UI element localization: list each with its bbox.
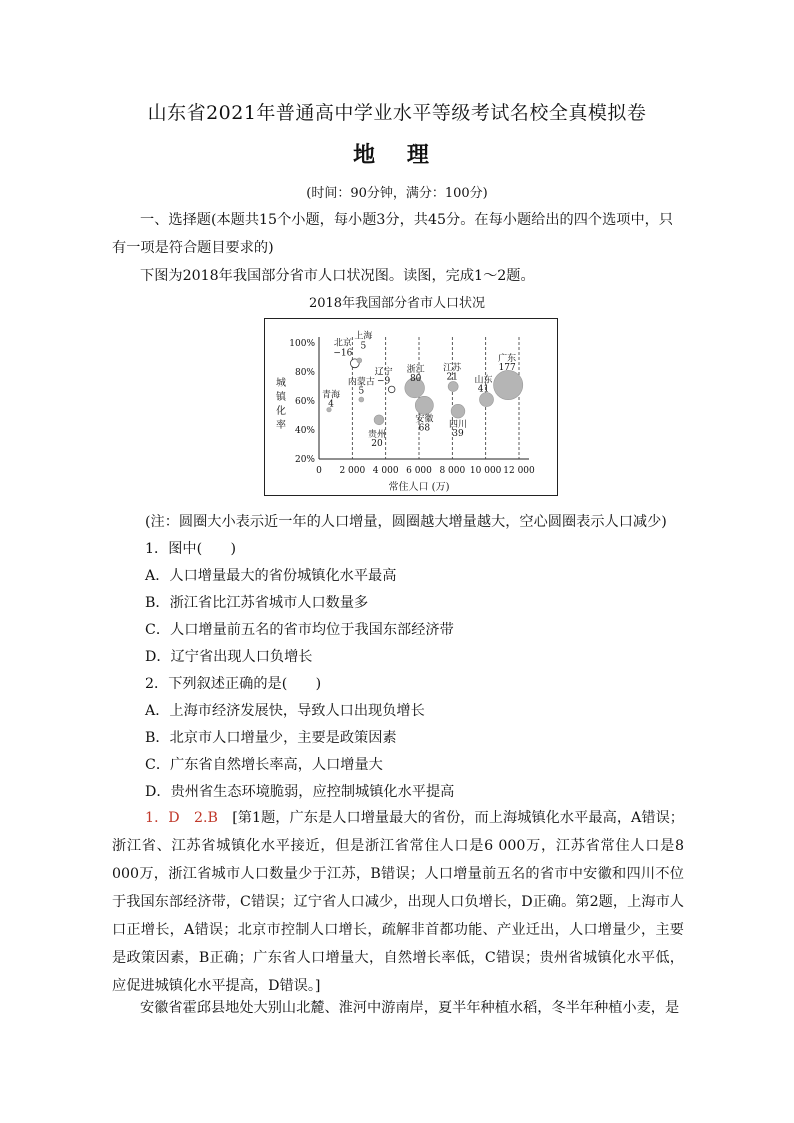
y-axis-label-char: 城: [276, 378, 286, 389]
y-tick-label: 100%: [289, 339, 315, 349]
question-intro: 下图为2018年我国部分省市人口状况图。读图，完成1～2题。: [140, 268, 535, 284]
bubble-label-value: 41: [477, 384, 490, 395]
next-paragraph: 安徽省霍邱县地处大别山北麓、淮河中游南岸，夏半年种植水稻，冬半年种植小麦，是: [140, 1000, 680, 1016]
bubble-label-value: 5: [360, 341, 367, 352]
question-1-option-d: D．辽宁省出现人口负增长: [145, 649, 313, 665]
section-instructions: 一、选择题(本题共15个小题，每小题3分，共45分。在每小题给出的四个选项中，只有一项是符合题目要求的): [112, 212, 674, 256]
bubble-label-value: 21: [446, 372, 458, 383]
bubble-label-value: 5: [358, 386, 365, 397]
bubble-山东: [479, 393, 493, 407]
bubble-label-name: 青海: [321, 390, 341, 401]
population-chart: [264, 318, 558, 496]
subject-title: 地 理: [353, 142, 441, 168]
question-1-option-a: A．人口增量最大的省份城镇化水平最高: [145, 568, 397, 584]
bubble-label-value: 4: [328, 399, 334, 410]
bubble-广东: [494, 370, 523, 399]
bubble-贵州: [374, 415, 384, 425]
y-axis-label-char: 率: [276, 420, 286, 431]
y-tick-label: 20%: [294, 455, 315, 465]
x-tick-label: 10 000: [469, 466, 502, 476]
bubble-label-value: −16: [333, 348, 353, 359]
answer-explanation: [第1题，广东是人口增量最大的省份，而上海城镇化水平最高，A错误；浙江省、江苏省城镇化水平接近，但是浙江省常住人口是6 000万，江苏省常住人口是8 000万，浙江省城市人口数量少于江苏，B错误；人口增量前五名的省市中安徽和四川不位于我国东部经济带，C错误；辽宁省人口减少，出现人口负增长，D正确。第2题，上海市人口正增长，A错误；北京市控制人口增长，疏解非首都功能、产业迁出，人口增量少，主要是政策因素，B正确；广东省人口增量大，自然增长率低，C错误；贵州省城镇化水平低，应促进城镇化水平提高，D错误。]: [112, 810, 684, 994]
y-axis-label-char: 镇: [276, 392, 286, 403]
bubble-四川: [451, 404, 465, 418]
bubble-label-name: 江苏: [443, 363, 462, 374]
bubble-label-name: 贵州: [367, 429, 387, 440]
x-tick-label: 4 000: [372, 466, 399, 476]
question-1-stem: 1．图中( ): [145, 541, 237, 557]
bubble-辽宁: [388, 386, 395, 393]
x-axis-label: 常住人口 (万): [388, 482, 450, 493]
bubble-江苏: [448, 381, 458, 391]
bubble-label-name: 浙江: [406, 364, 425, 375]
x-tick-label: 2 000: [339, 466, 366, 476]
x-tick-label: 0: [316, 466, 322, 476]
bubble-label-value: 177: [498, 363, 516, 374]
y-tick-label: 60%: [294, 397, 315, 407]
y-axis-label-char: 化: [276, 406, 286, 417]
bubble-label-value: 68: [418, 423, 431, 434]
bubble-label-value: −9: [377, 376, 391, 387]
question-2-stem: 2．下列叙述正确的是( ): [145, 676, 322, 692]
x-tick-label: 6 000: [406, 466, 432, 476]
question-1-option-c: C．人口增量前五名的省市均位于我国东部经济带: [145, 622, 454, 638]
y-tick-label: 80%: [294, 368, 315, 378]
answer-key: 1．D 2.B: [145, 810, 218, 826]
question-2-option-b: B．北京市人口增量少，主要是政策因素: [145, 730, 397, 746]
time-info: (时间：90分钟，满分：100分): [306, 186, 488, 201]
bubble-label-value: 20: [371, 438, 383, 449]
bubble-label-name: 上海: [354, 331, 373, 342]
bubble-label-name: 安徽: [415, 414, 434, 425]
bubble-label-name: 广东: [498, 354, 517, 365]
question-2-option-d: D．贵州省生态环境脆弱，应控制城镇化水平提高: [145, 784, 455, 800]
y-tick-label: 40%: [294, 426, 315, 436]
bubble-label-value: 39: [452, 429, 464, 440]
bubble-上海: [357, 358, 362, 363]
bubble-label-value: 80: [409, 373, 422, 384]
bubble-label-name: 四川: [448, 420, 468, 431]
bubble-内蒙古: [359, 397, 364, 402]
bubble-label-name: 山东: [474, 375, 493, 386]
x-tick-label: 8 000: [439, 466, 466, 476]
bubble-label-name: 内蒙古: [347, 377, 375, 388]
x-tick-label: 12 000: [503, 466, 535, 476]
bubble-label-name: 辽宁: [374, 367, 393, 378]
chart-note: (注：圆圈大小表示近一年的人口增量，圆圈越大增量越大，空心圆圈表示人口减少): [145, 514, 667, 530]
bubble-label-name: 北京: [333, 338, 352, 349]
question-2-option-c: C．广东省自然增长率高，人口增量大: [145, 757, 383, 773]
bubble-安徽: [415, 396, 433, 414]
question-1-option-b: B．浙江省比江苏省城市人口数量多: [145, 595, 369, 611]
answer-block: [112, 804, 684, 1000]
exam-title: 山东省2021年普通高中学业水平等级考试名校全真模拟卷: [147, 102, 647, 124]
question-2-option-a: A．上海市经济发展快，导致人口出现负增长: [145, 703, 425, 719]
chart-title: 2018年我国部分省市人口状况: [308, 296, 486, 311]
